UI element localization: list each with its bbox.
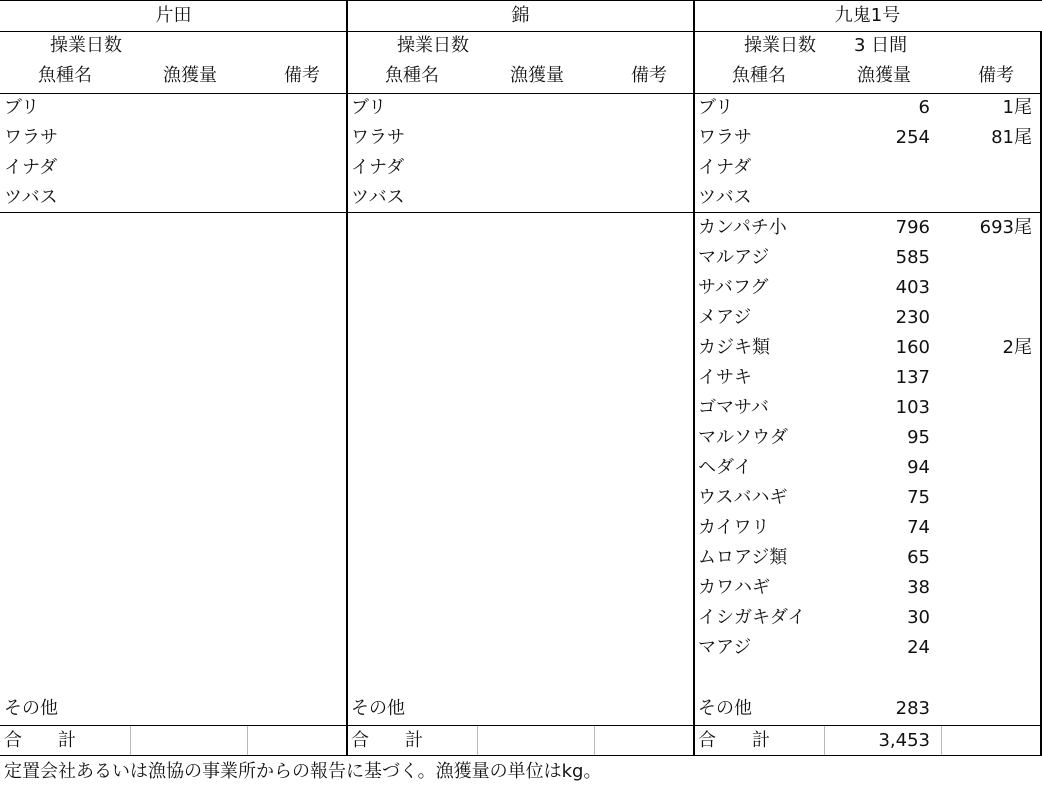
species-header: 魚種名 — [38, 65, 92, 86]
remark: 2尾 — [1002, 337, 1032, 358]
note-header: 備考 — [631, 65, 667, 86]
station-name: 片田 — [155, 5, 192, 26]
species-name: ゴマサバ — [698, 397, 769, 418]
footnote: 定置会社あるいは漁協の事業所からの報告に基づく。漁獲量の単位はkg。 — [4, 761, 602, 782]
other-catch: 283 — [895, 698, 930, 719]
other-label: その他 — [351, 698, 405, 719]
catch-header: 漁獲量 — [857, 65, 911, 86]
note-header: 備考 — [978, 65, 1014, 86]
species-name: イナダ — [351, 157, 405, 178]
species-name: ツバス — [698, 187, 752, 208]
station-name: 九鬼1号 — [834, 5, 901, 26]
total-cell-divider — [594, 726, 595, 755]
section-divider — [693, 0, 695, 756]
species-name: マルアジ — [698, 247, 770, 268]
catch-amount: 95 — [907, 427, 930, 448]
species-name: ブリ — [698, 97, 734, 118]
species-name: メアジ — [698, 307, 752, 328]
catch-amount: 403 — [895, 277, 930, 298]
section-divider — [346, 0, 348, 756]
station-name: 錦 — [511, 5, 530, 26]
species-header: 魚種名 — [732, 65, 786, 86]
total-label: 合 計 — [698, 730, 770, 751]
total-cell-divider — [824, 726, 825, 755]
species-header: 魚種名 — [385, 65, 439, 86]
operating-days-label: 操業日数 — [50, 35, 122, 56]
species-name: イシガキダイ — [698, 607, 806, 628]
species-name: ブリ — [4, 97, 40, 118]
remark: 1尾 — [1002, 97, 1032, 118]
total-cell-divider — [941, 726, 942, 755]
catch-amount: 38 — [907, 577, 930, 598]
other-label: その他 — [4, 698, 58, 719]
species-name: ブリ — [351, 97, 387, 118]
operating-days-label: 操業日数 — [744, 35, 816, 56]
species-name: カンパチ小 — [698, 217, 787, 238]
note-header: 備考 — [284, 65, 320, 86]
catch-amount: 230 — [895, 307, 930, 328]
species-name: カジキ類 — [698, 337, 770, 358]
total-cell-divider — [247, 726, 248, 755]
catch-amount: 75 — [907, 487, 930, 508]
catch-amount: 65 — [907, 547, 930, 568]
operating-days-value: 3 日間 — [854, 35, 908, 56]
species-name: ウスバハギ — [698, 487, 788, 508]
species-name: マアジ — [698, 637, 752, 658]
catch-header: 漁獲量 — [510, 65, 564, 86]
species-name: ワラサ — [4, 127, 58, 148]
catch-amount: 796 — [895, 217, 930, 238]
operating-days-label: 操業日数 — [397, 35, 469, 56]
total-cell-divider — [477, 726, 478, 755]
species-name: ヘダイ — [698, 457, 752, 478]
total-label: 合 計 — [4, 730, 76, 751]
species-name: ワラサ — [351, 127, 405, 148]
species-name: ムロアジ類 — [698, 547, 788, 568]
species-name: サバフグ — [698, 277, 769, 298]
catch-amount: 585 — [895, 247, 930, 268]
species-name: ワラサ — [698, 127, 752, 148]
total-catch: 3,453 — [878, 730, 930, 751]
catch-header: 漁獲量 — [163, 65, 217, 86]
other-label: その他 — [698, 698, 752, 719]
remark: 81尾 — [991, 127, 1032, 148]
species-name: ツバス — [351, 187, 405, 208]
species-name: ツバス — [4, 187, 58, 208]
species-name: イナダ — [698, 157, 752, 178]
catch-amount: 30 — [907, 607, 930, 628]
species-name: カワハギ — [698, 577, 770, 598]
catch-amount: 137 — [895, 367, 930, 388]
species-name: イサキ — [698, 367, 752, 388]
species-name: カイワリ — [698, 517, 770, 538]
total-label: 合 計 — [351, 730, 423, 751]
remark: 693尾 — [979, 217, 1032, 238]
total-cell-divider — [130, 726, 131, 755]
species-name: イナダ — [4, 157, 58, 178]
catch-amount: 103 — [895, 397, 930, 418]
catch-amount: 160 — [895, 337, 930, 358]
catch-amount: 254 — [895, 127, 930, 148]
catch-amount: 6 — [918, 97, 930, 118]
catch-amount: 24 — [907, 637, 930, 658]
catch-amount: 94 — [907, 457, 930, 478]
species-name: マルソウダ — [698, 427, 788, 448]
catch-amount: 74 — [907, 517, 930, 538]
